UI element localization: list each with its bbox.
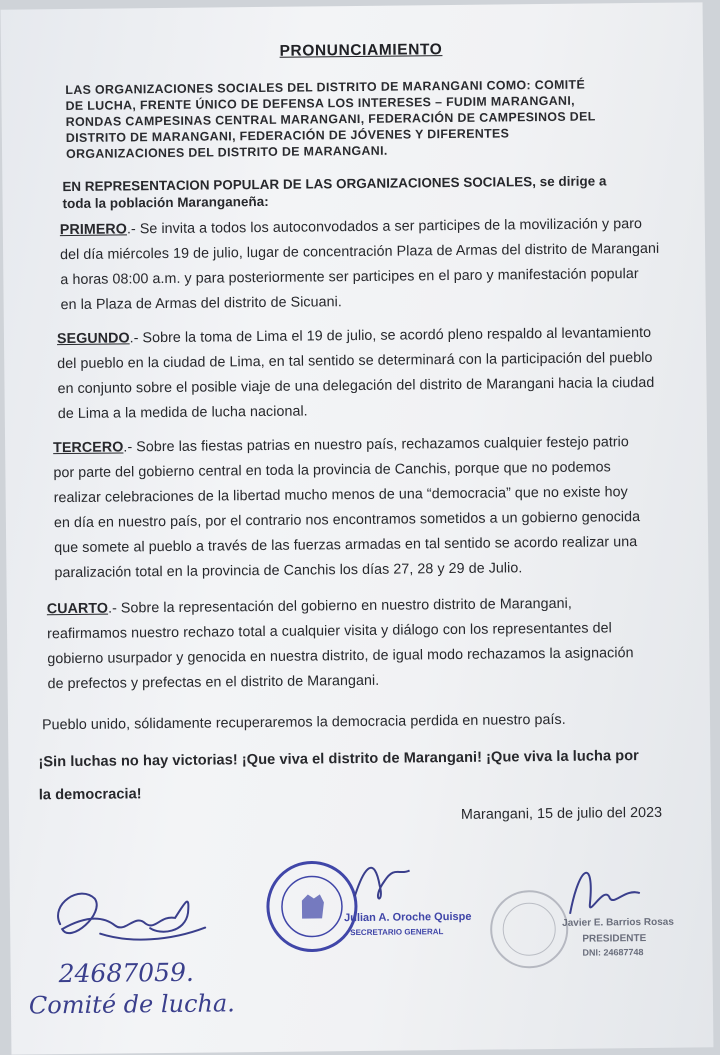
intro-line: ORGANIZACIONES DEL DISTRITO DE MARANGANI. [65, 143, 388, 162]
section-text: .- Sobre la toma de Lima el 19 de julio, se acordó pleno respaldo al levantamiento [129, 324, 652, 347]
section-line: realizar celebraciones de la libertad mucho menos de una “democracia” que no existe hoy [53, 484, 628, 507]
intro-line: DISTRITO DE MARANGANI, FEDERACIÓN DE JÓVENES Y DIFERENTES [65, 126, 510, 146]
section-first-line [47, 596, 572, 617]
slogan-line: ¡Sin luchas no hay victorias! ¡Que viva el distrito de Marangani! ¡Que viva la lucha por [38, 748, 639, 771]
middle-signatory-name: Julian A. Oroche Quispe [344, 910, 472, 925]
section-line: que somete al pueblo a través de las fuerzas armadas en tal sentido se acordo realizar una [54, 534, 638, 557]
section-line: a horas 08:00 a.m. y para posteriormente ser participes en el paro y manifestación popular [60, 266, 639, 289]
document-sheet [1, 2, 714, 1054]
section-text: .- Sobre la representación del gobierno en nuestro distrito de Marangani, [107, 595, 572, 617]
slogan-line: la democracia! [38, 786, 142, 804]
section-heading: TERCERO [53, 439, 124, 457]
section-heading: PRIMERO [59, 221, 128, 239]
intro-line: DE LUCHA, FRENTE ÚNICO DE DEFENSA LOS INTERESES – FUDIM MARANGANI, [65, 93, 575, 114]
section-heading: SEGUNDO [56, 330, 130, 348]
intro-line: RONDAS CAMPESINAS CENTRAL MARANGANI, FEDERACIÓN DE CAMPESINOS DEL [65, 109, 596, 130]
right-signatory-dni: DNI: 24687748 [582, 947, 644, 958]
closing-statement: Pueblo unido, sólidamente recuperaremos la democracia perdida en nuestro país. [41, 711, 566, 734]
right-signatory-role: PRESIDENTE [582, 932, 647, 945]
section-heading: CUARTO [46, 600, 109, 618]
left-signature-scribble [40, 872, 221, 964]
section-first-line [57, 325, 651, 347]
middle-signature-scribble [339, 835, 420, 916]
section-line: reafirmamos nuestro rechazo total a cualquier visita y diálogo con los representantes del [47, 620, 612, 643]
left-signature-role: Comité de lucha. [28, 989, 236, 1020]
section-line: por parte del gobierno central en toda la provincia de Canchis, porque que no podemos [53, 459, 611, 482]
section-line: paralización total en la provincia de Canchis los días 27, 28 y 29 de Julio. [54, 560, 523, 582]
representation-line: EN REPRESENTACION POPULAR DE LAS ORGANIZACIONES SOCIALES, se dirige a [62, 173, 607, 195]
section-line: de Lima a la medida de lucha nacional. [57, 403, 308, 423]
date-place: Marangani, 15 de julio del 2023 [460, 804, 663, 823]
representation-line: toda la población Maranganeña: [62, 193, 269, 212]
section-text: .- Se invita a todos los autoconvodados a ser participes de la movilización y paro [126, 215, 643, 238]
section-line: del pueblo en la ciudad de Lima, en tal sentido se determinará con la participación del pueblo [57, 349, 653, 373]
section-text: .- Sobre las fiestas patrias en nuestro país, rechazamos cualquier festejo patrio [123, 434, 629, 456]
intro-line: LAS ORGANIZACIONES SOCIALES DEL DISTRITO DE MARANGANI COMO: COMITÉ [65, 77, 586, 98]
section-line: de prefectos y prefectas en el distrito de Marangani. [47, 672, 380, 693]
middle-signatory-role: SECRETARIO GENERAL [350, 927, 444, 938]
left-signature-number: 24687059. [58, 957, 194, 989]
section-line: gobierno usurpador y genocida en nuestra distrito, de igual modo rechazamos la asignación [47, 645, 634, 668]
section-first-line [53, 434, 629, 456]
document-title: PRONUNCIAMIENTO [279, 41, 443, 60]
section-first-line [60, 216, 642, 238]
section-line: en conjunto sobre el posible viaje de una delegación del distrito de Marangani hacia la ciudad [57, 374, 655, 398]
right-signatory-name: Javier E. Barrios Rosas [562, 916, 674, 929]
section-line: en la Plaza de Armas del distrito de Sicuani. [60, 294, 342, 314]
section-line: del día miércoles 19 de julio, lugar de concentración Plaza de Armas del distrito de Marangani [60, 240, 660, 264]
section-line: en día en nuestro país, por el contrario nos encontramos sometidos a un gobierno genocida [53, 509, 641, 532]
